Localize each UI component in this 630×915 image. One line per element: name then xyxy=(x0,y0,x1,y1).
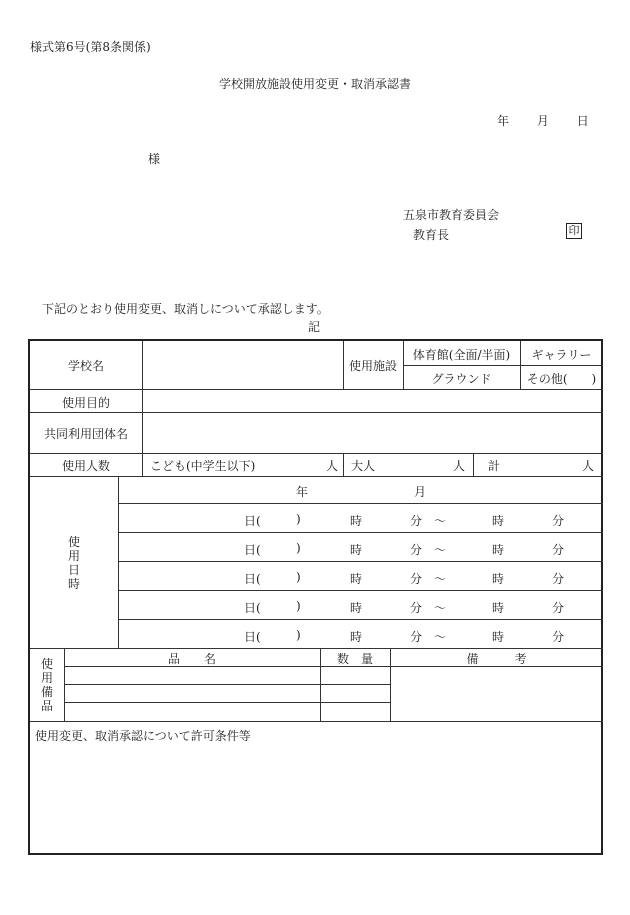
year-label: 年 xyxy=(296,485,309,499)
label-char: 使 xyxy=(40,657,53,671)
label-char: 日 xyxy=(67,563,80,577)
intro-sentence: 下記のとおり使用変更、取消しについて承認します。 xyxy=(42,302,329,316)
total-unit: 人 xyxy=(582,459,595,473)
divider xyxy=(118,619,603,620)
divider xyxy=(142,453,143,476)
minute-label: 分 xyxy=(410,543,423,557)
purpose-label: 使用目的 xyxy=(61,396,110,410)
end-hour-label: 時 xyxy=(492,543,505,557)
hour-label: 時 xyxy=(350,630,363,644)
end-hour-label: 時 xyxy=(492,601,505,615)
weekday-close: ) xyxy=(296,599,301,613)
conditions-label: 使用変更、取消承認について許可条件等 xyxy=(35,729,251,743)
label-char: 使 xyxy=(67,535,80,549)
label-char: 備 xyxy=(40,685,53,699)
range-tilde: 〜 xyxy=(434,514,447,528)
minute-label: 分 xyxy=(410,601,423,615)
end-hour-label: 時 xyxy=(492,572,505,586)
date-day: 日 xyxy=(576,114,589,128)
date-month: 月 xyxy=(536,114,549,128)
label-char: 時 xyxy=(67,577,80,591)
hour-label: 時 xyxy=(350,601,363,615)
datetime-label xyxy=(67,535,81,591)
divider xyxy=(142,389,143,412)
divider xyxy=(118,503,603,504)
issuer-title: 教育長 xyxy=(413,228,450,242)
ki-marker: 記 xyxy=(308,320,321,334)
label-char: 用 xyxy=(40,671,53,685)
range-tilde: 〜 xyxy=(434,543,447,557)
users-count-label: 使用人数 xyxy=(61,459,110,473)
approval-form-table xyxy=(28,339,603,855)
divider xyxy=(30,453,603,454)
facility-option-ground[interactable]: グラウンド xyxy=(431,372,492,386)
hour-label: 時 xyxy=(350,572,363,586)
school-name-label: 学校名 xyxy=(67,359,104,373)
divider xyxy=(64,702,390,703)
divider xyxy=(30,389,603,390)
item-name-header: 品 名 xyxy=(167,652,216,666)
adults-unit: 人 xyxy=(453,459,466,473)
hour-label: 時 xyxy=(350,543,363,557)
document-title: 学校開放施設使用変更・取消承認書 xyxy=(218,77,411,91)
end-minute-label: 分 xyxy=(552,601,565,615)
co-user-group-label: 共同利用団体名 xyxy=(43,427,128,441)
minute-label: 分 xyxy=(410,572,423,586)
divider xyxy=(142,412,143,453)
range-tilde: 〜 xyxy=(434,630,447,644)
day-label: 日( xyxy=(244,543,261,557)
range-tilde: 〜 xyxy=(434,572,447,586)
total-label: 計 xyxy=(488,459,501,473)
divider xyxy=(473,453,474,476)
form-number: 様式第6号(第8条関係) xyxy=(30,40,151,54)
weekday-close: ) xyxy=(296,512,301,526)
divider xyxy=(118,561,603,562)
facility-option-gym[interactable]: 体育館(全面/半面) xyxy=(412,348,511,362)
divider xyxy=(30,412,603,413)
divider xyxy=(343,453,344,476)
addressee-suffix: 様 xyxy=(148,152,161,166)
day-label: 日( xyxy=(244,601,261,615)
divider xyxy=(118,476,119,648)
date-line xyxy=(497,112,589,129)
divider xyxy=(118,590,603,591)
date-year: 年 xyxy=(497,114,510,128)
hour-label: 時 xyxy=(350,514,363,528)
end-hour-label: 時 xyxy=(492,630,505,644)
day-label: 日( xyxy=(244,630,261,644)
divider xyxy=(30,721,603,722)
weekday-close: ) xyxy=(296,628,301,642)
weekday-close: ) xyxy=(296,570,301,584)
end-minute-label: 分 xyxy=(552,572,565,586)
divider xyxy=(64,684,390,685)
divider xyxy=(403,365,603,366)
end-minute-label: 分 xyxy=(552,630,565,644)
weekday-close: ) xyxy=(296,541,301,555)
facility-option-other[interactable]: その他( ) xyxy=(526,372,597,386)
month-label: 月 xyxy=(414,485,427,499)
adults-label: 大人 xyxy=(351,459,376,473)
facility-label: 使用施設 xyxy=(348,359,397,373)
end-minute-label: 分 xyxy=(552,543,565,557)
minute-label: 分 xyxy=(410,630,423,644)
range-tilde: 〜 xyxy=(434,601,447,615)
divider xyxy=(118,532,603,533)
facility-option-gallery[interactable]: ギャラリー xyxy=(531,348,592,362)
divider xyxy=(64,666,603,667)
children-label: こども(中学生以下) xyxy=(150,459,256,473)
equipment-label xyxy=(40,657,54,713)
day-label: 日( xyxy=(244,572,261,586)
seal-mark: 印 xyxy=(566,223,582,239)
issuer-organization: 五泉市教育委員会 xyxy=(403,208,500,222)
remarks-header: 備 考 xyxy=(466,652,527,666)
minute-label: 分 xyxy=(410,514,423,528)
divider xyxy=(30,476,603,477)
end-minute-label: 分 xyxy=(552,514,565,528)
end-hour-label: 時 xyxy=(492,514,505,528)
day-label: 日( xyxy=(244,514,261,528)
label-char: 品 xyxy=(40,699,53,713)
divider xyxy=(142,341,143,389)
quantity-header: 数 量 xyxy=(336,652,373,666)
divider xyxy=(30,648,603,649)
children-unit: 人 xyxy=(326,459,339,473)
label-char: 用 xyxy=(67,549,80,563)
